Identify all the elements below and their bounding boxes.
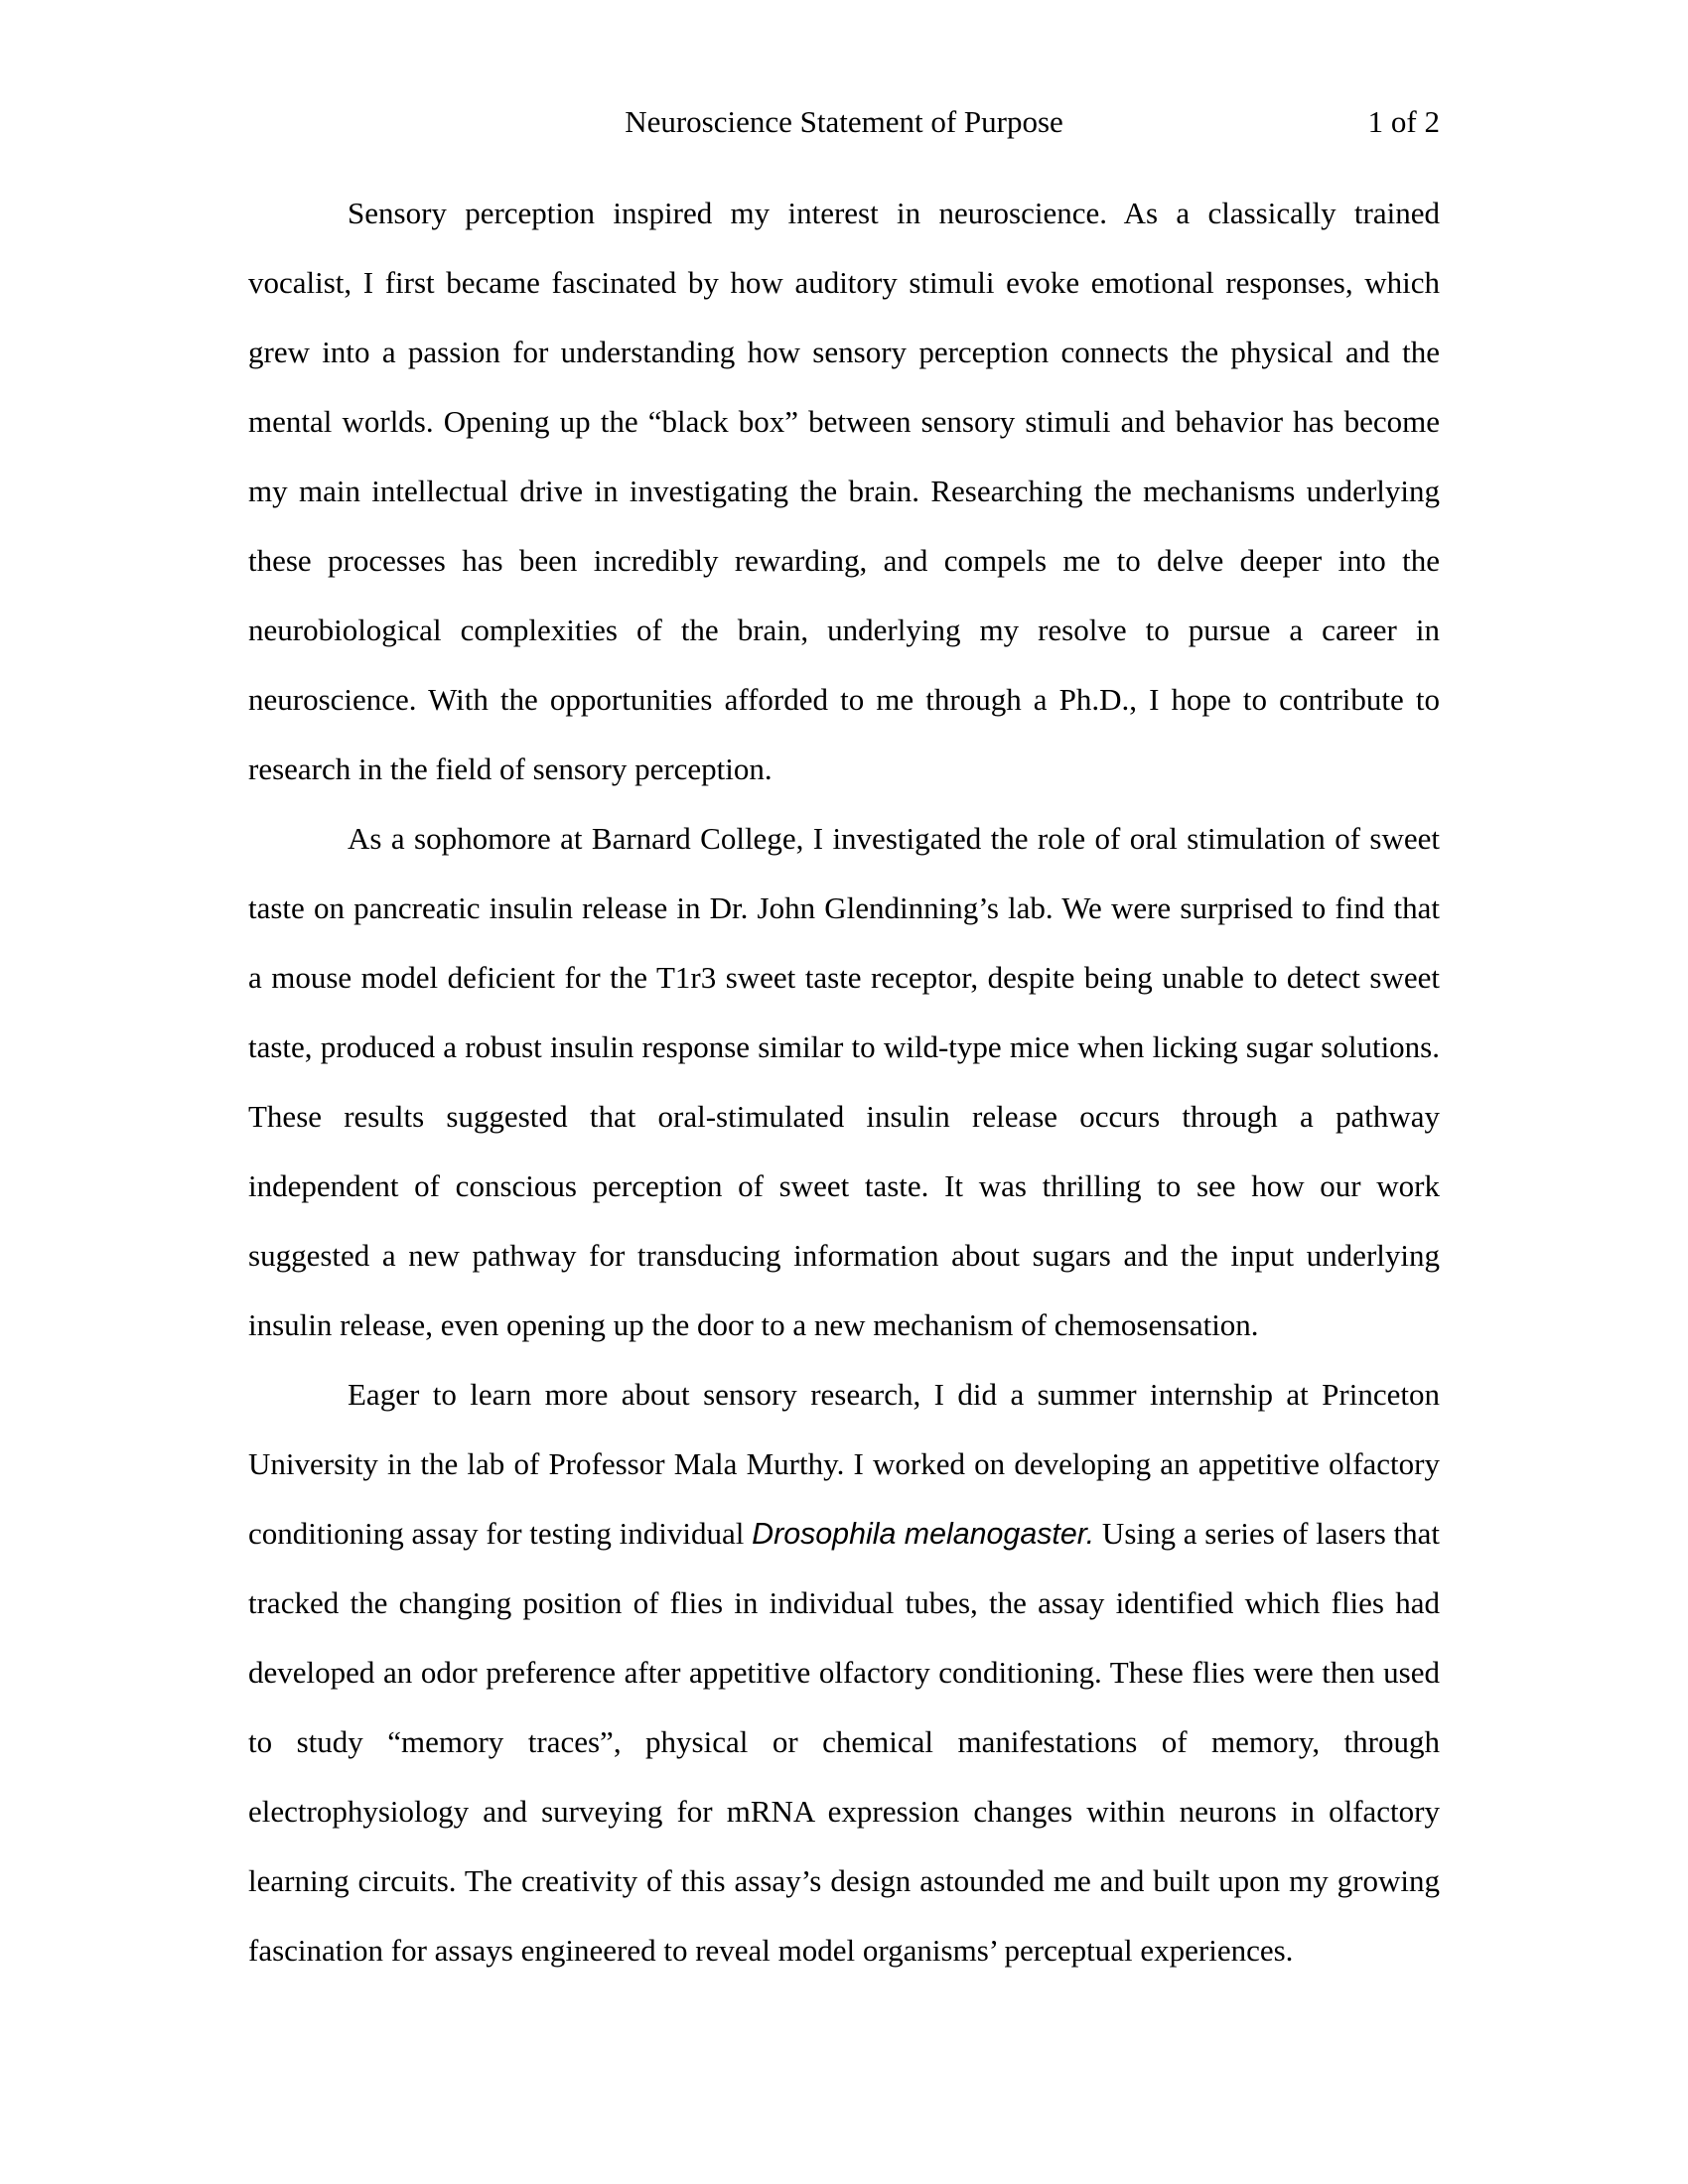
species-name-italic: Drosophila melanogaster. <box>752 1517 1095 1551</box>
paragraph <box>248 804 1440 1360</box>
page-number: 1 of 2 <box>1367 104 1440 139</box>
paragraph-text: Eager to learn more about sensory research, I did a summer internship at Princeton University in the lab of Professor Mala Murthy. I worked on developing an appetitive olfactory conditioning assay for testing individual <box>248 1377 1440 1551</box>
paragraph-text: As a sophomore at Barnard College, I investigated the role of oral stimulation of sweet taste on pancreatic insulin release in Dr. John Glendinning’s lab. We were surprised to find that a mouse model deficient for the T1r3 sweet taste receptor, despite being unable to detect sweet taste, produced a robust insulin response similar to wild-type mice when licking sugar solutions. These results suggested that oral-stimulated insulin release occurs through a pathway independent of conscious perception of sweet taste. It was thrilling to see how our work suggested a new pathway for transducing information about sugars and the input underlying insulin release, even opening up the door to a new mechanism of chemosensation. <box>248 821 1440 1342</box>
document-body <box>248 179 1440 1985</box>
paragraph-text: Sensory perception inspired my interest in neuroscience. As a classically trained vocalist, I first became fascinated by how auditory stimuli evoke emotional responses, which grew into a passion for understanding how sensory perception connects the physical and the mental worlds. Opening up the “black box” between sensory stimuli and behavior has become my main intellectual drive in investigating the brain. Researching the mechanisms underlying these processes has been incredibly rewarding, and compels me to delve deeper into the neurobiological complexities of the brain, underlying my resolve to pursue a career in neuroscience. With the opportunities afforded to me through a Ph.D., I hope to contribute to research in the field of sensory perception. <box>248 196 1440 786</box>
paragraph <box>248 1360 1440 1985</box>
header-title: Neuroscience Statement of Purpose <box>625 104 1063 139</box>
page-header <box>248 100 1440 144</box>
paragraph-text: Using a series of lasers that tracked the changing position of flies in individual tubes, the assay identified which flies had developed an odor preference after appetitive olfactory conditioning. These flies were then used to study “memory traces”, physical or chemical manifestations of memory, through electrophysiology and surveying for mRNA expression changes within neurons in olfactory learning circuits. The creativity of this assay’s design astounded me and built upon my growing fascination for assays engineered to reveal model organisms’ perceptual experiences. <box>248 1516 1440 1968</box>
paragraph <box>248 179 1440 804</box>
